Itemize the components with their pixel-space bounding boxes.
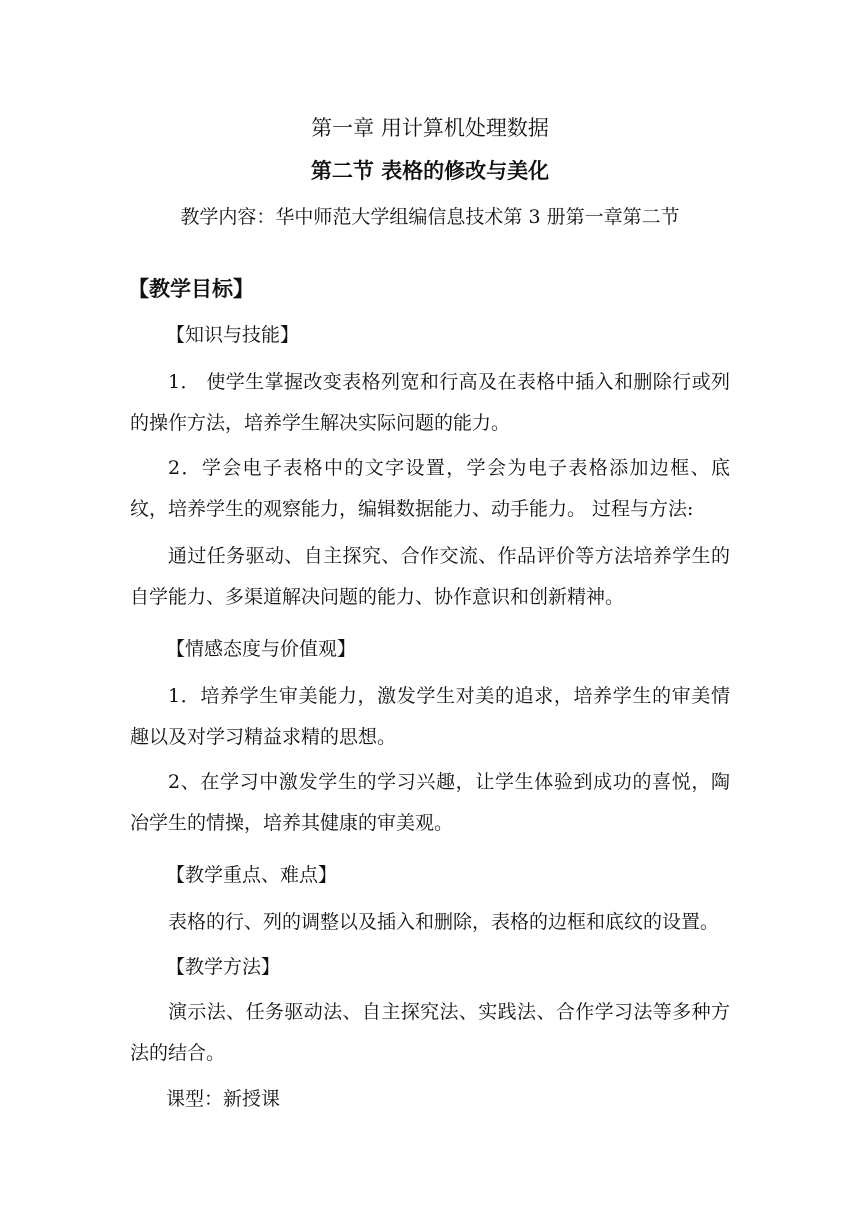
section-title: 第二节 表格的修改与美化 [310,158,550,183]
key-difficult-points-heading: 【教学重点、难点】 [166,864,338,886]
lesson-type: 课型：新授课 [166,1088,281,1110]
chapter-title: 第一章 用计算机处理数据 [311,116,549,140]
process-method-text: 通过任务驱动、自主探究、合作交流、作品评价等方法培养学生的自学能力、多渠道解决问题的能力、协作意识和创新精神。 [130,545,730,608]
teaching-methods-heading: 【教学方法】 [166,956,281,978]
emotion-item-1: 1．培养学生审美能力，激发学生对美的追求，培养学生的审美情趣以及对学习精益求精的思想。 [130,685,730,748]
knowledge-skills-heading: 【知识与技能】 [166,324,300,346]
emotion-item-2: 2、在学习中激发学生的学习兴趣，让学生体验到成功的喜悦，陶冶学生的情操，培养其健康的审美观。 [130,771,730,834]
key-difficult-points-text: 表格的行、列的调整以及插入和删除，表格的边框和底纹的设置。 [168,911,720,933]
emotion-values-heading: 【情感态度与价值观】 [166,638,357,660]
teaching-methods-text: 演示法、任务驱动法、自主探究法、实践法、合作学习法等多种方法的结合。 [130,1001,730,1064]
knowledge-item-2: 2．学会电子表格中的文字设置，学会为电子表格添加边框、底纹，培养学生的观察能力，编辑数据能力、动手能力。 过程与方法: [130,457,730,520]
teaching-content-line: 教学内容：华中师范大学组编信息技术第 3 册第一章第二节 [180,206,680,228]
knowledge-item-1: 1． 使学生掌握改变表格列宽和行高及在表格中插入和删除行或列的操作方法，培养学生解决实际问题的能力。 [130,371,730,434]
objectives-heading: 【教学目标】 [128,276,254,301]
